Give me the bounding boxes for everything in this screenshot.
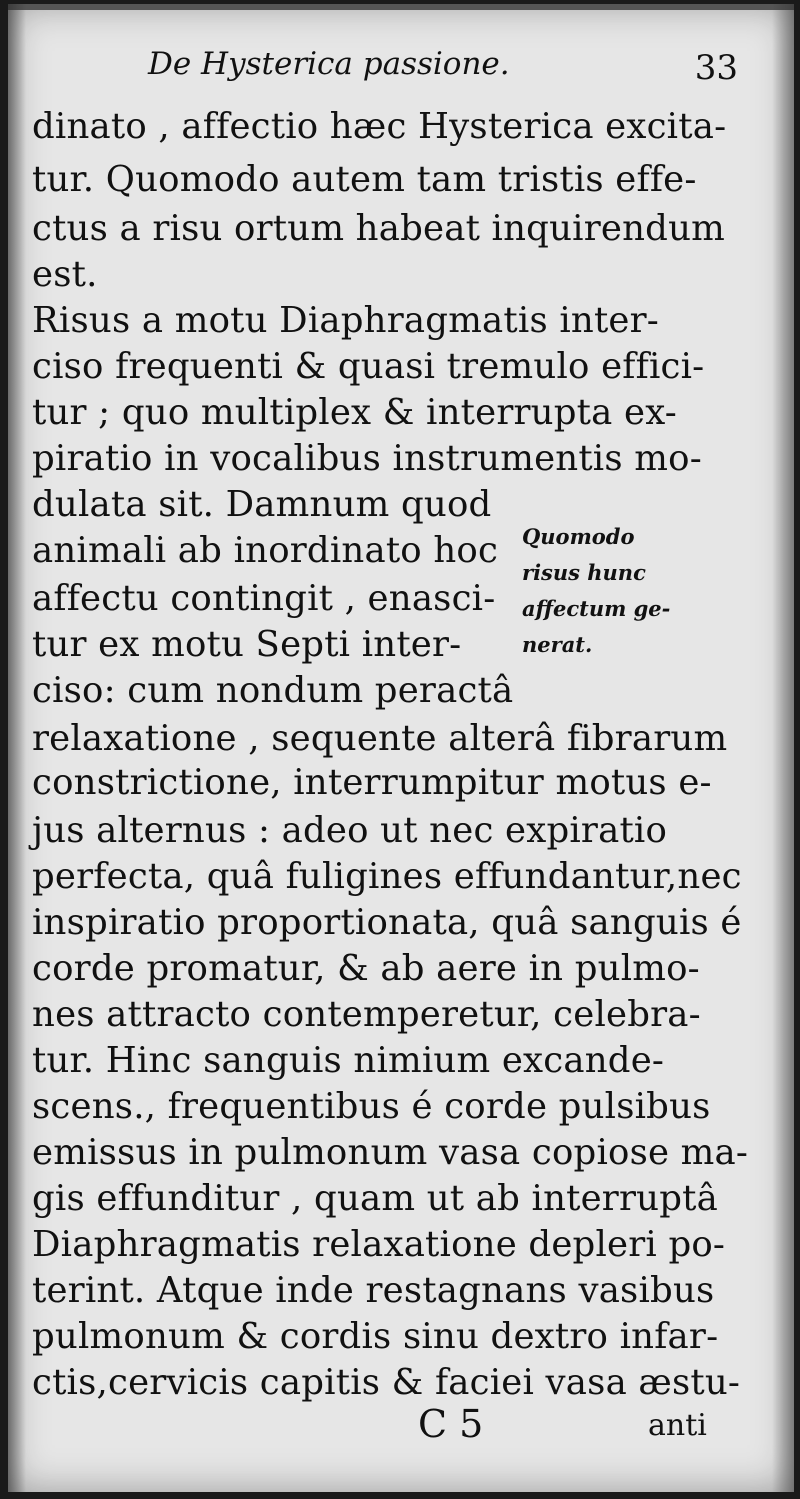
catchword: anti: [648, 1408, 707, 1443]
gutter-shadow: [8, 4, 26, 1492]
text-line: animali ab inordinato hoc: [32, 530, 499, 571]
text-line: piratio in vocalibus instrumentis mo-: [32, 438, 702, 479]
text-line: ctis,cervicis capitis & faciei vasa æstu-: [32, 1362, 741, 1403]
running-head: De Hysterica passione.: [148, 46, 510, 82]
text-line: Risus a motu Diaphragmatis inter-: [32, 300, 660, 341]
text-line: jus alternus : adeo ut nec expiratio: [32, 810, 668, 851]
page-number: 33: [694, 48, 738, 88]
text-line: pulmonum & cordis sinu dextro infar-: [32, 1316, 719, 1357]
book-page: [8, 4, 794, 1492]
text-line: tur. Hinc sanguis nimium excande-: [32, 1040, 665, 1081]
text-line: Diaphragmatis relaxatione depleri po-: [32, 1224, 726, 1265]
text-line: scens., frequentibus é corde pulsibus: [32, 1086, 711, 1127]
text-line: tur ex motu Septi inter-: [32, 624, 462, 665]
text-line: inspiratio proportionata, quâ sanguis é: [32, 902, 742, 943]
text-line: ciso frequenti & quasi tremulo effici-: [32, 346, 705, 387]
text-line: tur ; quo multiplex & interrupta ex-: [32, 392, 677, 433]
text-line: emissus in pulmonum vasa copiose ma-: [32, 1132, 749, 1173]
text-line: gis effunditur , quam ut ab interruptâ: [32, 1178, 718, 1219]
text-line: dulata sit. Damnum quod: [32, 484, 492, 525]
text-line: corde promatur, & ab aere in pulmo-: [32, 948, 700, 989]
edge-shadow: [772, 4, 794, 1492]
text-line: dinato , affectio hæc Hysterica excita-: [32, 106, 727, 147]
text-line: relaxatione , sequente alterâ fibrarum: [32, 718, 728, 759]
marginal-note-line: affectum ge-: [522, 596, 671, 621]
text-line: tur. Quomodo autem tam tristis effe-: [32, 159, 697, 200]
text-line: est.: [32, 254, 98, 295]
text-line: nes attracto contemperetur, celebra-: [32, 994, 701, 1035]
signature-mark: C 5: [418, 1402, 484, 1446]
text-line: terint. Atque inde restagnans vasibus: [32, 1270, 715, 1311]
marginal-note-line: Quomodo: [522, 524, 635, 549]
marginal-note-line: nerat.: [522, 632, 593, 657]
text-line: affectu contingit , enasci-: [32, 578, 496, 619]
marginal-note-line: risus hunc: [522, 560, 646, 585]
text-line: ctus a risu ortum habeat inquirendum: [32, 208, 726, 249]
page-top-edge: [8, 4, 794, 10]
text-line: ciso: cum nondum peractâ: [32, 670, 514, 711]
text-line: constrictione, interrumpitur motus e-: [32, 762, 712, 803]
text-line: perfecta, quâ fuligines effundantur,nec: [32, 856, 742, 897]
